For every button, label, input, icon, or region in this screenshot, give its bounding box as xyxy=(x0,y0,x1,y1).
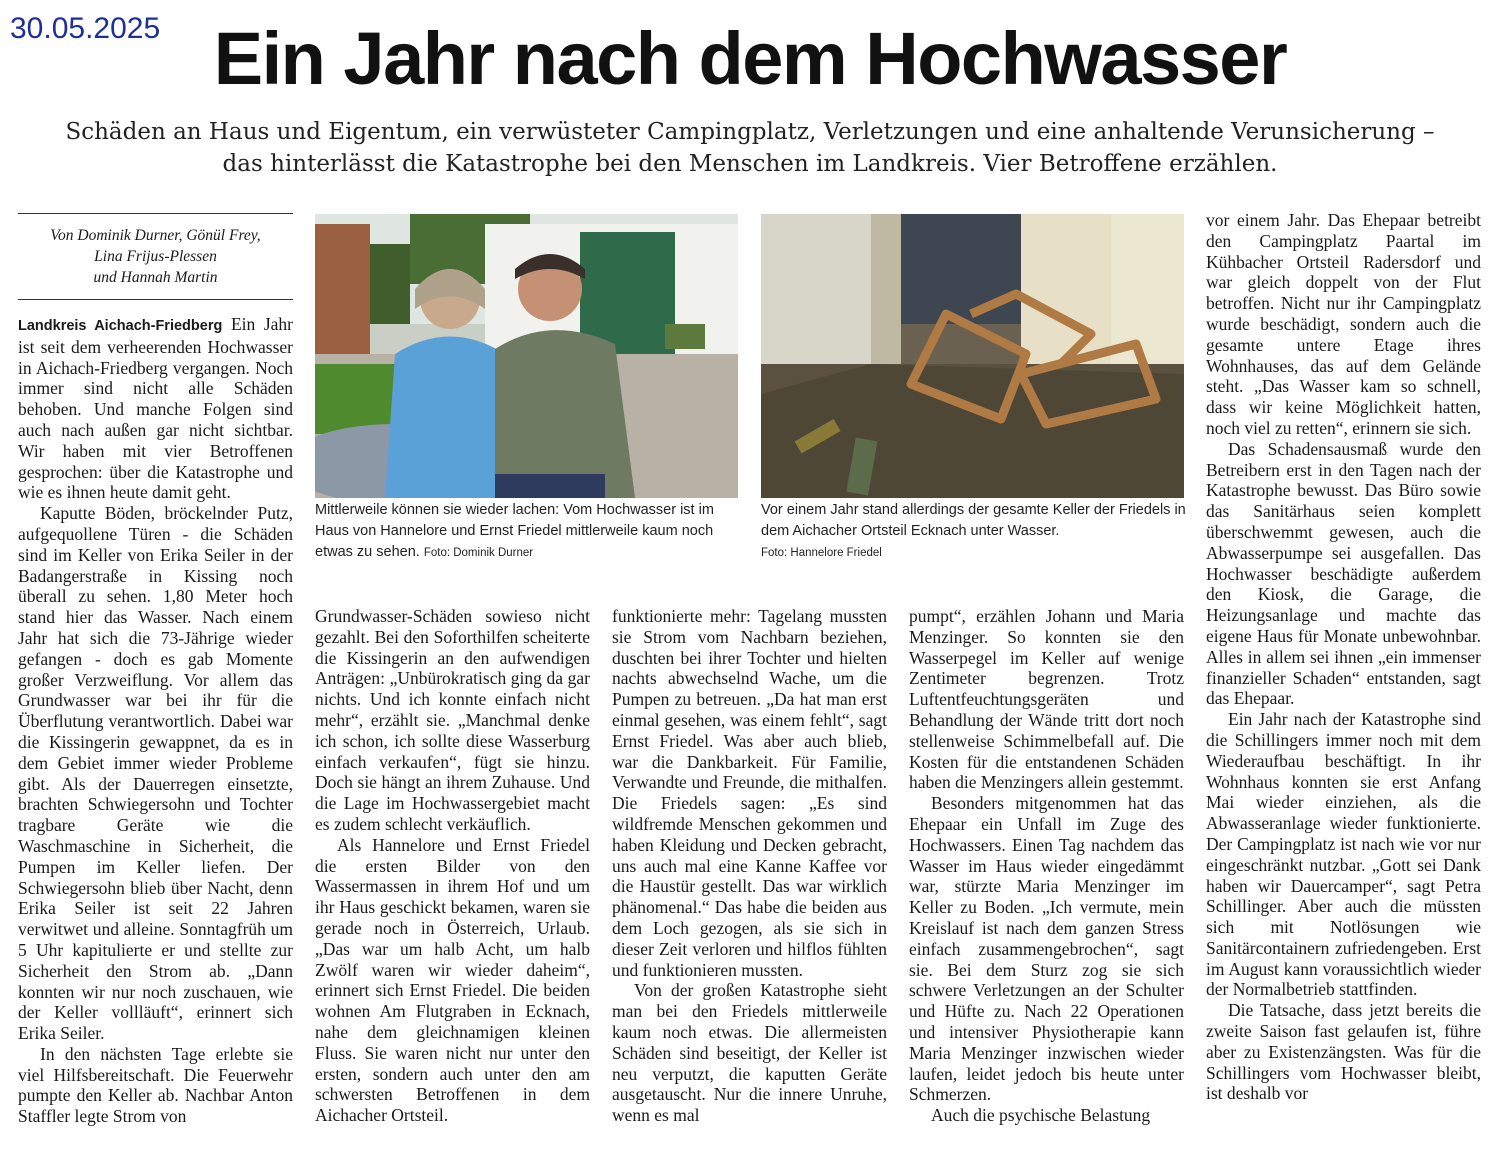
caption-text: Mittlerweile können sie wieder lachen: Vom Hochwasser ist im Haus von Hannelore und Ernst Friedel mittlerweile kaum noch etwas zu sehen. xyxy=(315,502,714,560)
byline-line-2: Lina Frijus-Plessen xyxy=(94,248,217,265)
photo-couple-caption xyxy=(315,500,745,564)
paragraph: Auch die psychische Belastung xyxy=(931,1105,1151,1126)
article-column-5 xyxy=(1206,210,1481,1160)
byline-line-3: und Hannah Martin xyxy=(93,269,218,286)
byline-line-1: Von Dominik Durner, Gönül Frey, xyxy=(50,227,261,244)
photo-flooded-basement-caption xyxy=(761,500,1191,564)
intro-paragraph xyxy=(18,314,293,503)
paragraph: Das Schadensausmaß wurde den Betreibern erst in den Tagen nach der Katastrophe bewusst. Das Büro sowie das Sanitärhaus seien komplett überschwemmt gewesen, auch die Abwasserpumpe sei ausgefallen. Das Hochwasser beschädigte außerdem den Kiosk, die Garage, die Heizungsanlage und machte das eigene Haus für Monate unbewohnbar. Alles in allem sei ihnen „ein immenser finanzieller Schaden“ entstanden, sagt das Ehepaar. xyxy=(1206,438,1481,709)
headline: Ein Jahr nach dem Hochwasser xyxy=(213,17,1287,100)
paragraph: Grundwasser-Schäden sowieso nicht gezahlt. Bei den Soforthilfen scheiterte die Kissingerin an den aufwendigen Anträgen: „Unbürokratisch ging da gar nichts. Und ich konnte einfach nicht mehr“, erzählt sie. „Manchmal denke ich schon, ich sollte diese Wasserburg einfach verkaufen“, fügt sie hinzu. Doch sie hängt an ihrem Zuhause. Und die Lage im Hochwassergebiet macht es zudem schlecht verkäuflich. xyxy=(315,606,590,834)
byline xyxy=(18,225,293,288)
paragraph: Kaputte Böden, bröckelnder Putz, aufgequollene Türen - die Schäden sind im Keller von Erika Seiler in der Badangerstraße in Kissing noch überall zu sehen. 1,80 Meter hoch stand hier das Wasser. Nach einem Jahr hat sich die 73-Jährige wieder gefangen - doch es gab Momente großer Verzweiflung. Vor allem das Grundwasser war bei ihr für die Überflutung verantwortlich. Dabei war die Kissingerin gewappnet, da es in dem Gebiet immer wieder Probleme gibt. Als der Dauerregen einsetzte, brachten Schwiegersohn und Tochter tragbare Geräte wie die Waschmaschine in Sicherheit, die Pumpen im Keller liefen. Der Schwiegersohn blieb über Nacht, denn Erika Seiler ist seit 22 Jahren verwitwet und alleine. Sonntagfrüh um 5 Uhr kapitulierte er und stellte zur Sicherheit den Strom ab. „Dann konnten wir nur noch zuschauen, wie der Keller vollläuft“, erinnert sich Erika Seiler. xyxy=(18,503,293,1044)
intro-text: Ein Jahr ist seit dem verheerenden Hochwasser in Aichach-Friedberg vergangen. Noch immer sind nicht alle Schäden behoben. Und manche Folgen sind auch nach außen gar nicht sichtbar. Wir haben mit vier Betroffenen gesprochen: über die Katastrophe und wie es ihnen heute damit geht. xyxy=(18,314,293,503)
paragraph: Als Hannelore und Ernst Friedel die ersten Bilder von den Wassermassen in ihrem Hof und um ihr Haus geschickt bekamen, waren sie gerade noch in Österreich, Urlaub. „Das war um halb Acht, um halb Zwölf waren wir wieder daheim“, erinnert sich Ernst Friedel. Die beiden wohnen Am Flutgraben in Ecknach, nahe dem gleichnamigen kleinen Fluss. Sie waren nicht nur unter den ersten, sondern auch unter den am schwersten Betroffenen in dem Aichacher Ortsteil. xyxy=(315,834,590,1126)
article-column-3 xyxy=(612,606,887,1160)
photo-flooded-basement xyxy=(761,214,1184,498)
paragraph: Von der großen Katastrophe sieht man bei den Friedels mittlerweile kaum noch etwas. Die allermeisten Schäden sind beseitigt, der Keller ist neu verputzt, die kaputten Geräte ausgetauscht. Nur die innere Unruhe, wenn es mal xyxy=(612,980,887,1126)
article-column-4 xyxy=(909,606,1184,1160)
photo-flooded-basement-image xyxy=(761,214,1184,498)
paragraph: Ein Jahr nach der Katastrophe sind die Schillingers immer noch mit dem Wiederaufbau beschäftigt. In ihr Wohnhaus konnten sie erst Anfang Mai wieder einziehen, als die Abwasseranlage wieder funktionierte. Der Campingplatz ist nach wie vor nur eingeschränkt nutzbar. „Gott sei Dank haben wir Dauercamper“, sagt Petra Schillinger. Aber auch die müssten sich mit Notlösungen wie Sanitärcontainern zufriedengeben. Erst im August kann voraussichtlich wieder der Normalbetrieb stattfinden. xyxy=(1206,709,1481,1000)
paragraph: Die Tatsache, dass jetzt bereits die zweite Saison fast gelaufen ist, führe aber zu Existenzängsten. Was für die Schillingers vom Hochwasser bleibt, ist deshalb vor xyxy=(1206,1000,1481,1104)
subhead-line-2: das hinterlässt die Katastrophe bei den Menschen im Landkreis. Vier Betroffene erzählen. xyxy=(222,151,1278,177)
caption-text: Vor einem Jahr stand allerdings der gesamte Keller der Friedels in dem Aichacher Ortsteil Ecknach unter Wasser. xyxy=(761,502,1186,539)
paragraph: Besonders mitgenommen hat das Ehepaar ein Unfall im Zuge des Hochwassers. Einen Tag nachdem das Wasser im Haus wieder eingedämmt war, stürzte Maria Menzinger im Keller zu Boden. „Ich vermute, mein Kreislauf ist nach dem ganzen Stress einfach zusammengebrochen“, sagt sie. Bei dem Sturz zog sie sich schwere Verletzungen an der Schulter und Hüfte zu. Nach 22 Operationen und intensiver Physiotherapie kann Maria Menzinger inzwischen wieder laufen, leidet jedoch bis heute unter Schmerzen. xyxy=(909,793,1184,1105)
article-column-1 xyxy=(18,314,293,1160)
photo-couple xyxy=(315,214,738,498)
subhead-line-1: Schäden an Haus und Eigentum, ein verwüsteter Campingplatz, Verletzungen und eine anhaltende Verunsicherung – xyxy=(65,119,1435,145)
article-column-2 xyxy=(315,606,590,1160)
subheadline xyxy=(0,116,1500,180)
paragraph: pumpt“, erzählen Johann und Maria Menzinger. So konnten sie den Wasserpegel im Keller auf wenige Zentimeter begrenzen. Trotz Luftentfeuchtungsgeräten und Behandlung der Wände tritt dort noch stellenweise Schimmelbefall auf. Die Kosten für die entstandenen Schäden haben die Menzingers allein gestemmt. xyxy=(909,606,1184,793)
byline-box xyxy=(18,213,293,300)
paragraph: vor einem Jahr. Das Ehepaar betreibt den Campingplatz Paartal im Kühbacher Ortsteil Radersdorf und war gleich doppelt von der Flut betroffen. Nicht nur ihr Campingplatz wurde beschädigt, sondern auch die gesamte untere Etage ihres Wohnhauses, das auf dem Gelände steht. „Das Wasser kam so schnell, dass wir keine Möglichkeit hatten, noch viel zu retten“, erinnern sie sich. xyxy=(1206,210,1481,438)
photo-couple-image xyxy=(315,214,738,498)
photo-credit: Foto: Dominik Durner xyxy=(423,547,534,559)
paragraph: funktionierte mehr: Tagelang mussten sie Strom vom Nachbarn beziehen, duschten bei ihrer Tochter und hielten nachts abwechselnd Wache, um die Pumpen zu betreuen. „Da hat man erst einmal gesehen, was einem fehlt“, sagt Ernst Friedel. Was aber auch blieb, war die Dankbarkeit. Für Familie, Verwandte und Freunde, die mithalfen. Die Friedels sagen: „Es sind wildfremde Menschen gekommen und haben Kleidung und Decken gebracht, uns auch mal eine Kanne Kaffee vor die Haustür gestellt. Das war wirklich phänomenal.“ Das habe die beiden aus dem Loch gezogen, als sie sich in dieser Zeit verloren und hilflos fühlten und funktionieren mussten. xyxy=(612,606,887,980)
photo-credit: Foto: Hannelore Friedel xyxy=(761,547,882,559)
paragraph: In den nächsten Tage erlebte sie viel Hilfsbereitschaft. Die Feuerwehr pumpte den Keller ab. Nachbar Anton Staffler legte Strom von xyxy=(18,1043,293,1127)
dateline: Landkreis Aichach-Friedberg xyxy=(18,318,223,334)
print-date: 30.05.2025 xyxy=(10,12,161,45)
